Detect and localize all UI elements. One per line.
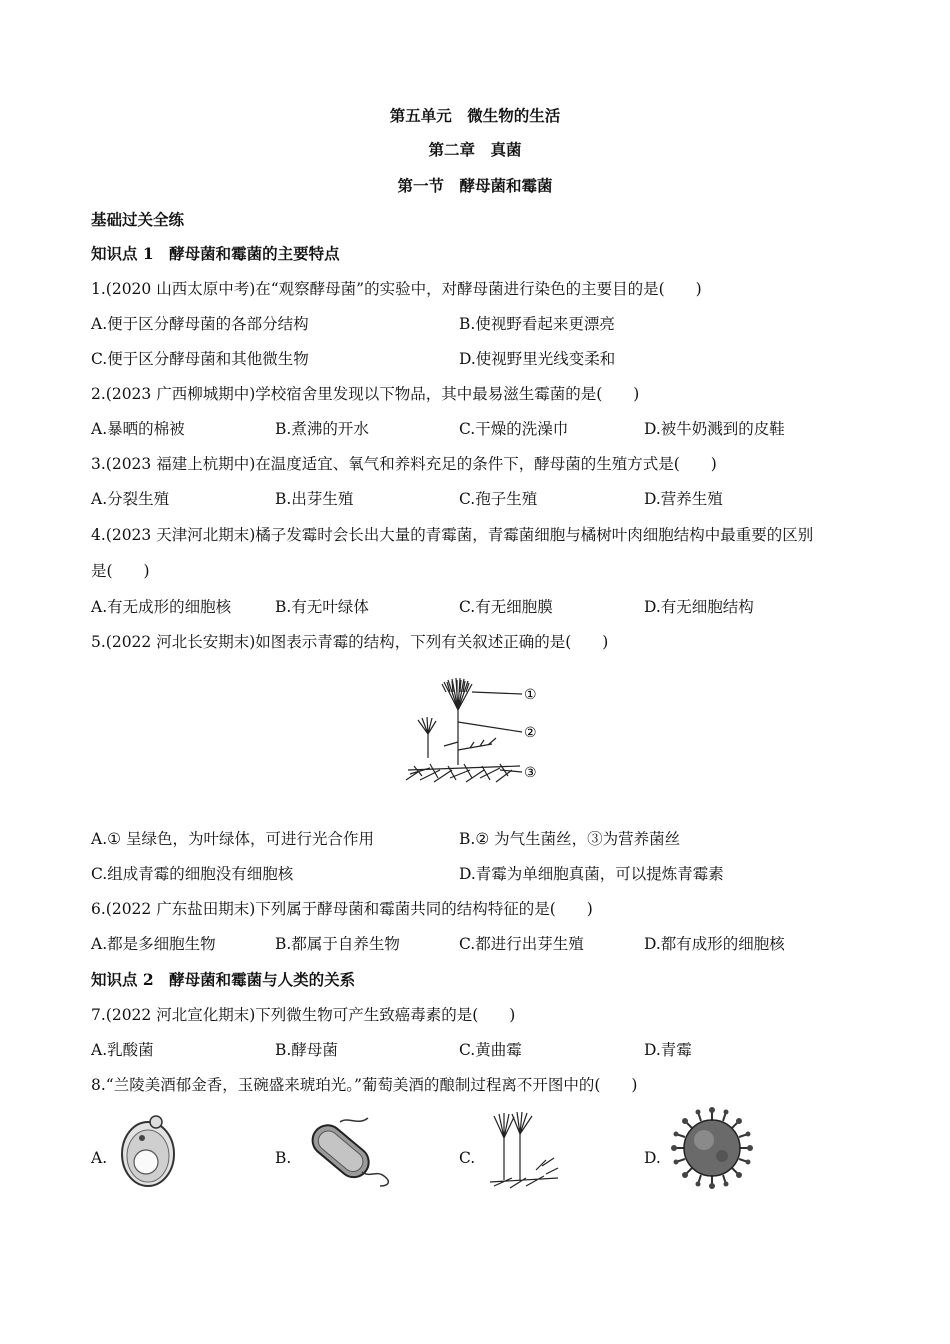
q4-option-c: C.有无细胞膜 — [459, 598, 553, 616]
q8-option-d: D. — [644, 1149, 661, 1167]
bacterium-image — [300, 1112, 392, 1190]
question-4-stem: 4.(2023 天津河北期末)橘子发霉时会长出大量的青霉菌，青霉菌细胞与橘树叶肉细胞结构中最重要的区别 — [91, 526, 814, 544]
q5-option-b: B.② 为气生菌丝，③为营养菌丝 — [459, 830, 681, 848]
q2-option-d: D.被牛奶溅到的皮鞋 — [644, 420, 785, 438]
q8-option-c: C. — [459, 1149, 476, 1167]
q6-option-b: B.都属于自养生物 — [275, 935, 400, 953]
q8-option-a: A. — [91, 1149, 108, 1167]
q2-option-c: C.干燥的洗澡巾 — [459, 420, 569, 438]
q1-option-a: A.便于区分酵母菌的各部分结构 — [91, 315, 309, 333]
q2-option-a: A.暴晒的棉被 — [91, 420, 185, 438]
q5-option-a: A.① 呈绿色，为叶绿体，可进行光合作用 — [91, 830, 374, 848]
question-2-stem: 2.(2023 广西柳城期中)学校宿舍里发现以下物品，其中最易滋生霉菌的是( ) — [91, 385, 640, 403]
q1-option-d: D.使视野里光线变柔和 — [459, 350, 616, 368]
question-6-stem: 6.(2022 广东盐田期末)下列属于酵母菌和霉菌共同的结构特征的是( ) — [91, 900, 593, 918]
q7-option-b: B.酵母菌 — [275, 1041, 338, 1059]
q3-option-d: D.营养生殖 — [644, 490, 723, 508]
q4-option-d: D.有无细胞结构 — [644, 598, 754, 616]
penicillium-image — [486, 1108, 562, 1192]
unit-title: 第五单元 微生物的生活 — [389, 106, 561, 125]
practice-title: 基础过关全练 — [91, 210, 185, 229]
chapter-title: 第二章 真菌 — [428, 140, 522, 159]
knowledge-point-1: 知识点 1 酵母菌和霉菌的主要特点 — [91, 244, 340, 263]
section-title: 第一节 酵母菌和霉菌 — [397, 176, 553, 195]
q6-option-a: A.都是多细胞生物 — [91, 935, 216, 953]
figure-label-1: ① — [524, 687, 537, 703]
q3-option-c: C.孢子生殖 — [459, 490, 538, 508]
question-1-stem: 1.(2020 山西太原中考)在“观察酵母菌”的实验中，对酵母菌进行染色的主要目的是( ) — [91, 280, 702, 298]
penicillium-structure-figure — [400, 670, 550, 792]
q7-option-d: D.青霉 — [644, 1041, 692, 1059]
q6-option-c: C.都进行出芽生殖 — [459, 935, 584, 953]
knowledge-point-2: 知识点 2 酵母菌和霉菌与人类的关系 — [91, 970, 356, 989]
q4-option-b: B.有无叶绿体 — [275, 598, 369, 616]
question-5-stem: 5.(2022 河北长安期末)如图表示青霉的结构，下列有关叙述正确的是( ) — [91, 633, 609, 651]
q8-option-b: B. — [275, 1149, 292, 1167]
q6-option-d: D.都有成形的细胞核 — [644, 935, 785, 953]
q5-option-d: D.青霉为单细胞真菌，可以提炼青霉素 — [459, 865, 724, 883]
question-4-stem-cont: 是( ) — [91, 562, 150, 580]
virus-image — [670, 1106, 754, 1190]
question-8-stem: 8.“兰陵美酒郁金香，玉碗盛来琥珀光。”葡萄美酒的酿制过程离不开图中的( ) — [91, 1076, 638, 1094]
q7-option-c: C.黄曲霉 — [459, 1041, 522, 1059]
q4-option-a: A.有无成形的细胞核 — [91, 598, 232, 616]
q2-option-b: B.煮沸的开水 — [275, 420, 369, 438]
yeast-cell-image — [118, 1112, 178, 1190]
figure-label-2: ② — [524, 725, 537, 741]
q5-option-c: C.组成青霉的细胞没有细胞核 — [91, 865, 294, 883]
figure-label-3: ③ — [524, 765, 537, 781]
q7-option-a: A.乳酸菌 — [91, 1041, 154, 1059]
q3-option-a: A.分裂生殖 — [91, 490, 170, 508]
question-3-stem: 3.(2023 福建上杭期中)在温度适宜、氧气和养料充足的条件下，酵母菌的生殖方式是( ) — [91, 455, 717, 473]
q1-option-b: B.使视野看起来更漂亮 — [459, 315, 615, 333]
q1-option-c: C.便于区分酵母菌和其他微生物 — [91, 350, 309, 368]
q3-option-b: B.出芽生殖 — [275, 490, 354, 508]
question-7-stem: 7.(2022 河北宣化期末)下列微生物可产生致癌毒素的是( ) — [91, 1006, 516, 1024]
